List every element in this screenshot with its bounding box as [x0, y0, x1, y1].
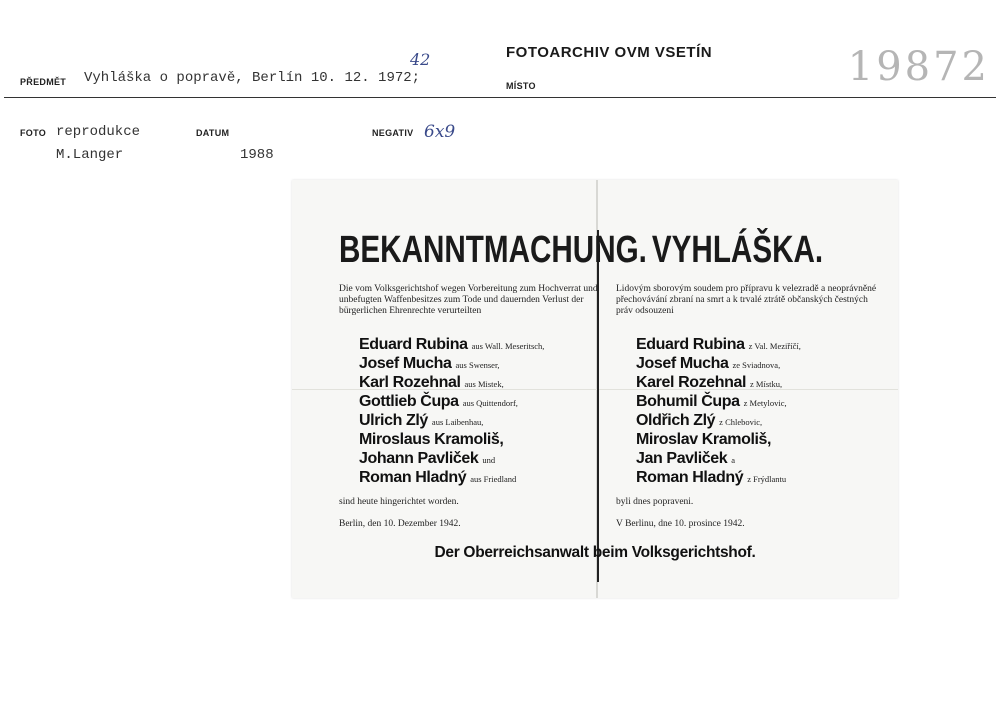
person-name: Josef Mucha — [359, 355, 452, 372]
czech-place-date: V Berlinu, dne 10. prosince 1942. — [616, 519, 745, 529]
person-name: Roman Hladný — [636, 469, 744, 486]
person-origin: ze Sviadnova, — [732, 360, 781, 370]
german-intro: Die vom Volksgerichtshof wegen Vorbereitung zum Hochverrat und unbefugten Waffenbesitzes zum Tode und dauernden Verlust der bürgerlichen Ehrenrechte verurteilten — [339, 284, 598, 316]
person-name: Josef Mucha — [636, 355, 729, 372]
person-origin: aus Friedland — [470, 474, 517, 484]
archive-name: FOTOARCHIV OVM VSETÍN — [506, 44, 713, 61]
person-origin: aus Mistek, — [464, 379, 504, 389]
subject-value: Vyhláška o popravě, Berlín 10. 12. 1972; — [84, 70, 421, 86]
czech-names-list — [616, 336, 884, 488]
subject-label: PŘEDMĚT — [20, 77, 67, 87]
person-origin: z Val. Meziříčí, — [748, 341, 801, 351]
name-row — [339, 355, 607, 374]
german-title: BEKANNTMACHUNG. — [339, 229, 647, 271]
czech-closing: byli dnes popraveni. — [616, 497, 694, 507]
execution-notice-photo — [292, 180, 898, 598]
german-names-list — [339, 336, 607, 488]
person-origin: z Frýdlantu — [747, 474, 787, 484]
person-name: Karl Rozehnal — [359, 374, 461, 391]
person-name: Jan Pavliček — [636, 450, 728, 467]
name-row — [616, 374, 884, 393]
person-origin: aus Laibenhau, — [431, 417, 484, 427]
name-row — [339, 336, 607, 355]
person-origin: z Místku, — [750, 379, 783, 389]
place-label: MÍSTO — [506, 81, 536, 91]
person-origin: aus Quittendorf, — [462, 398, 518, 408]
person-name: Johann Pavliček — [359, 450, 479, 467]
name-row — [339, 374, 607, 393]
name-row — [339, 431, 607, 450]
czech-title: VYHLÁŠKA. — [651, 229, 824, 271]
person-name: Gottlieb Čupa — [359, 393, 459, 410]
person-name: Miroslaus Kramoliš, — [359, 431, 504, 448]
person-name: Karel Rozehnal — [636, 374, 746, 391]
name-row — [339, 393, 607, 412]
negative-label: NEGATIV — [372, 128, 414, 138]
archive-card-header — [0, 0, 1000, 104]
czech-column — [616, 230, 884, 529]
person-origin: z Metylovic, — [743, 398, 787, 408]
photo-label: FOTO — [20, 128, 47, 138]
person-name: Oldřich Zlý — [636, 412, 716, 429]
czech-intro: Lidovým sborovým soudem pro přípravu k velezradě a neoprávněné přechovávání zbraní na smrt a k trvalé ztrátě občanských čestných práv odsouzeni — [616, 284, 877, 316]
person-name: Roman Hladný — [359, 469, 467, 486]
person-origin: a — [731, 455, 736, 465]
name-row — [616, 393, 884, 412]
name-row — [339, 412, 607, 431]
name-row — [616, 355, 884, 374]
subject-year-correction: 42 — [410, 50, 431, 69]
name-row — [616, 469, 884, 488]
inventory-number: 19872 — [847, 44, 990, 90]
person-name: Miroslav Kramoliš, — [636, 431, 772, 448]
german-closing: sind heute hingerichtet worden. — [339, 497, 459, 507]
person-name: Eduard Rubina — [359, 336, 468, 353]
header-divider — [4, 97, 996, 98]
poster-signature: Der Oberreichsanwalt beim Volksgerichtshof. — [434, 544, 756, 561]
person-name: Ulrich Zlý — [359, 412, 428, 429]
date-label: DATUM — [196, 128, 230, 138]
name-row — [616, 412, 884, 431]
photographer: M.Langer — [56, 147, 124, 163]
name-row — [616, 450, 884, 469]
photo-value: reprodukce — [56, 124, 141, 140]
person-name: Eduard Rubina — [636, 336, 745, 353]
german-column — [339, 229, 647, 529]
person-origin: aus Wall. Meseritsch, — [471, 341, 545, 351]
german-place-date: Berlin, den 10. Dezember 1942. — [339, 519, 461, 529]
person-origin: aus Swenser, — [455, 360, 500, 370]
name-row — [339, 469, 607, 488]
negative-value: 6x9 — [424, 122, 456, 142]
name-row — [339, 450, 607, 469]
date-value: 1988 — [240, 147, 274, 163]
name-row — [616, 336, 884, 355]
name-row — [616, 431, 884, 450]
person-origin: und — [482, 455, 496, 465]
person-origin: z Chlebovic, — [719, 417, 763, 427]
person-name: Bohumil Čupa — [636, 393, 740, 410]
